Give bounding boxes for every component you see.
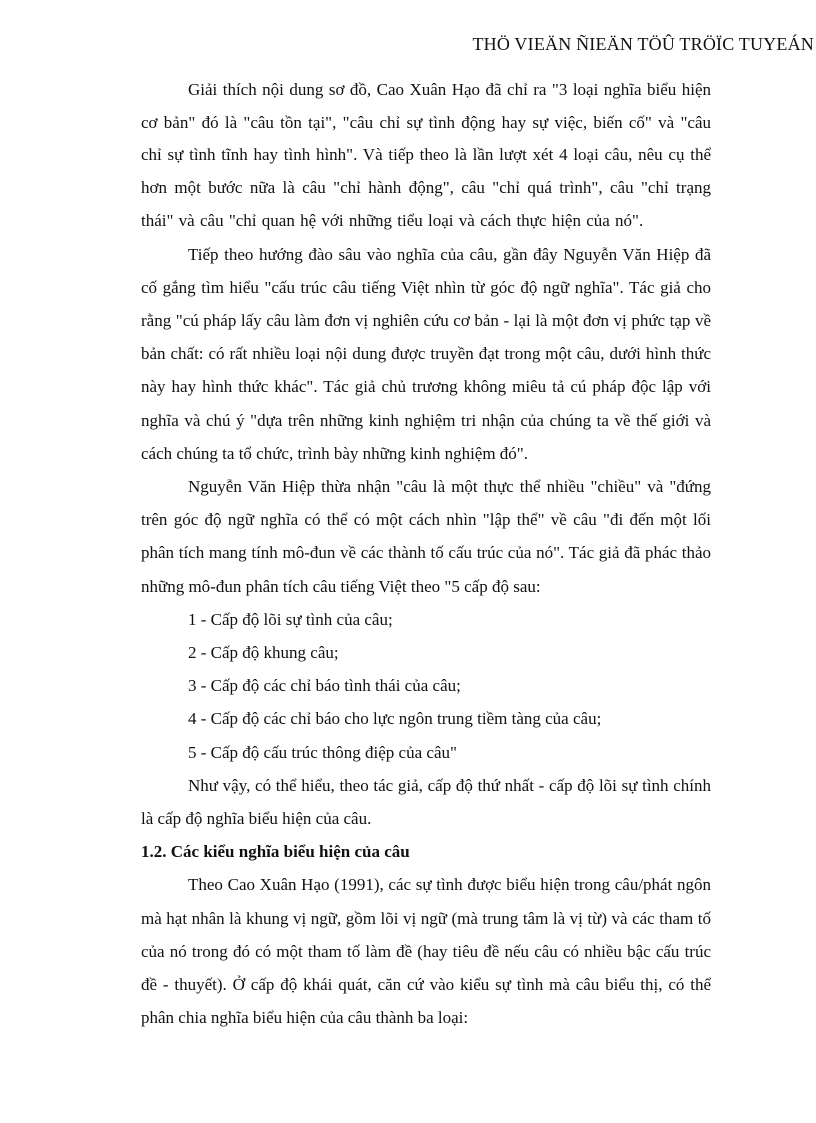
- paragraph-sentence-types: Giải thích nội dung sơ đồ, Cao Xuân Hạo đã chỉ ra "3 loại nghĩa biểu hiện cơ bản" đó là "câu tồn tại", "câu chỉ sự tình động hay sự việc, biến cố" và "câu chỉ sự tình tĩnh hay tình hình". Và tiếp theo là lần lượt xét 4 loại câu, nêu cụ thể hơn một bước nữa là câu "chỉ hành động", câu "chỉ quá trình", câu "chỉ trạng thái" và câu "chỉ quan hệ với những tiểu loại và cách thực hiện của nó".: [141, 80, 711, 230]
- page-header: THÖ VIEÄN ÑIEÄN TÖÛ TRÖÏC TUYEÁN: [472, 34, 814, 54]
- section-heading: 1.2. Các kiểu nghĩa biểu hiện của câu: [141, 842, 410, 862]
- level-item-3: 3 - Cấp độ các chỉ báo tình thái của câu;: [188, 676, 461, 696]
- level-item-2: 2 - Cấp độ khung câu;: [188, 642, 339, 662]
- document-body: [141, 74, 711, 1034]
- paragraph-semantic-structure: Tiếp theo hướng đào sâu vào nghĩa của câu, gần đây Nguyễn Văn Hiệp đã cố gắng tìm hiểu "cấu trúc câu tiếng Việt nhìn từ góc độ ngữ nghĩa". Tác giả cho rằng "cú pháp lấy câu làm đơn vị nghiên cứu cơ bản - lại là một đơn vị phức tạp về bản chất: có rất nhiều loại nội dung được truyền đạt trong một câu, dưới hình thức này hay hình thức khác". Tác giả chủ trương không miêu tả cú pháp độc lập với nghĩa và chú ý "dựa trên những kinh nghiệm tri nhận của chúng ta về thế giới và cách chúng ta tổ chức, trình bày những kinh nghiệm đó".: [141, 244, 711, 463]
- paragraph-conclusion: Như vậy, có thể hiểu, theo tác giả, cấp độ thứ nhất - cấp độ lõi sự tình chính là cấp độ nghĩa biểu hiện của câu.: [141, 775, 711, 828]
- level-item-5: 5 - Cấp độ cấu trúc thông điệp của câu": [188, 742, 457, 762]
- paragraph-modular-analysis: Nguyễn Văn Hiệp thừa nhận "câu là một thực thể nhiều "chiều" và "đứng trên góc độ ngữ nghĩa có thể có một cách nhìn "lập thể" về câu "đi đến một lối phân tích mang tính mô-đun về các thành tố cấu trúc của nó". Tác giả đã phác thảo những mô-đun phân tích câu tiếng Việt theo "5 cấp độ sau:: [141, 476, 711, 596]
- level-item-4: 4 - Cấp độ các chỉ báo cho lực ngôn trung tiềm tàng của câu;: [188, 709, 602, 729]
- paragraph-section-intro: Theo Cao Xuân Hạo (1991), các sự tình được biểu hiện trong câu/phát ngôn mà hạt nhân là khung vị ngữ, gồm lõi vị ngữ (mà trung tâm là vị từ) và các tham tố của nó trong đó có một tham tố làm đề (hay tiêu đề nếu câu có nhiều bậc cấu trúc đề - thuyết). Ở cấp độ khái quát, căn cứ vào kiểu sự tình mà câu biểu thị, có thể phân chia nghĩa biểu hiện của câu thành ba loại:: [141, 875, 711, 1028]
- level-item-1: 1 - Cấp độ lõi sự tình của câu;: [188, 609, 393, 629]
